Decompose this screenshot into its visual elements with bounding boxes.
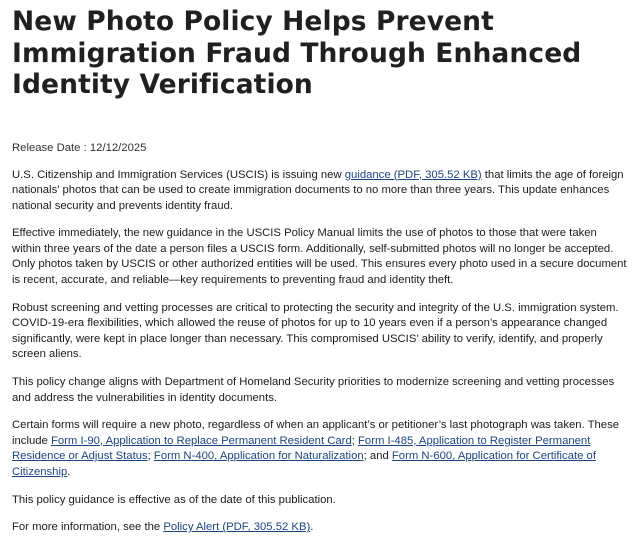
paragraph-more-info — [12, 520, 628, 536]
paragraph-screening: Robust screening and vetting processes are critical to protecting the security and integrity of the U.S. immigration system. COVID-19-era flexibilities, which allowed the reuse of photos for up to 10 years even if a person’s appearance changed significantly, were kept in place longer than necessary. This compromised USCIS’ ability to verify, identify, and properly screen aliens. — [12, 301, 619, 361]
paragraph-effective: Effective immediately, the new guidance in the USCIS Policy Manual limits the use of photos to those that were taken within three years of the date a person files a USCIS form. Additionally, self-submitted photos will no longer be accepted. Only photos taken by USCIS or other authorized entities will be used. This ensures every photo used in a secure document is recent, accurate, and reliable—key requirements to preventing fraud and identity theft. — [12, 227, 627, 287]
separator-text: ; — [351, 434, 359, 447]
separator-text: ; and — [363, 450, 392, 463]
article — [12, 6, 628, 536]
page-title: New Photo Policy Helps Prevent Immigration Fraud Through Enhanced Identity Verification — [12, 6, 582, 100]
paragraph-text: For more information, see the — [12, 521, 164, 534]
paragraph-text: U.S. Citizenship and Immigration Services (USCIS) is issuing new — [12, 168, 345, 181]
paragraph-effective-date: This policy guidance is effective as of the date of this publication. — [12, 493, 336, 506]
form-n600-link[interactable]: Form N-600, Application for Certificate of Citizenship — [12, 450, 596, 478]
paragraph-text: . — [67, 466, 71, 478]
release-date-value: 12/12/2025 — [89, 141, 147, 154]
paragraph-priorities: This policy change aligns with Department of Homeland Security priorities to modernize screening and vetting processes and address the vulnerabilities in identity documents. — [12, 376, 615, 404]
paragraph-text: Certain forms will require a new photo, regardless of when an applicant’s or petitioner’s last photograph was taken. These include — [12, 419, 620, 447]
paragraph-text: . — [310, 521, 314, 534]
paragraph-intro — [12, 168, 628, 215]
form-i485-link[interactable]: Form I-485, Application to Register Permanent Residence or Adjust Status — [12, 434, 591, 463]
form-i90-link[interactable]: Form I-90, Application to Replace Permanent Resident Card — [50, 434, 352, 447]
policy-alert-link[interactable]: Policy Alert (PDF, 305.52 KB) — [163, 521, 311, 534]
release-date — [12, 141, 628, 156]
paragraph-text: that limits the age of foreign nationals’ photos that can be used to create immigration documents to no more than three years. This update enhances national security and prevents identity fraud. — [12, 168, 624, 212]
separator-text: ; — [147, 450, 154, 463]
form-n400-link[interactable]: Form N-400, Application for Naturalization — [153, 450, 364, 463]
release-date-label: Release Date : — [12, 141, 90, 154]
paragraph-forms — [12, 418, 628, 480]
guidance-pdf-link[interactable]: guidance (PDF, 305.52 KB) — [344, 168, 482, 181]
